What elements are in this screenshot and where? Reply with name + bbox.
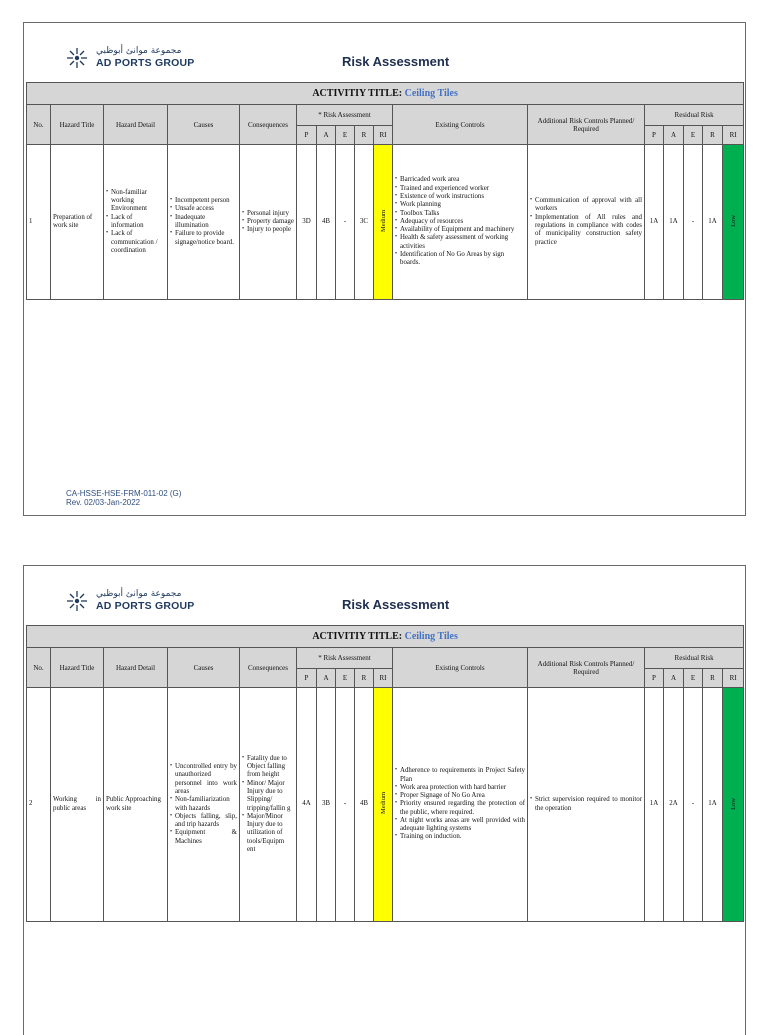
residual-a-cell: 2A: [664, 688, 684, 922]
causes-cell: [168, 145, 240, 300]
residual-r-cell: 1A: [703, 145, 723, 300]
header-e: E: [336, 126, 355, 145]
header-ri: RI: [374, 126, 393, 145]
logo-english-text: AD PORTS GROUP: [96, 600, 195, 612]
logo-arabic-text: مجموعة موانئ أبوظبي: [96, 46, 182, 56]
causes-cell: [168, 688, 240, 922]
logo-english-text: AD PORTS GROUP: [96, 57, 195, 69]
list-item: • Non-familiar working Environment: [106, 189, 165, 214]
risk-a-cell: 4B: [317, 145, 336, 300]
header-existing-controls: Existing Controls: [393, 648, 528, 688]
header-residual-p: P: [645, 126, 664, 145]
residual-p-cell: 1A: [645, 145, 664, 300]
ad-ports-logo-icon: [66, 47, 88, 69]
list-item: • Lack of information: [106, 214, 165, 231]
header-residual-e: E: [684, 126, 703, 145]
row-number: 2: [27, 688, 51, 922]
list-item: • Major/Minor Injury due to utilization of tools/Equipm ent: [242, 813, 294, 854]
list-item: • Trained and experienced worker: [395, 185, 525, 193]
list-item: • Barricaded work area: [395, 176, 525, 184]
list-item: • Communication of approval with all workers: [530, 197, 642, 214]
risk-rating-label: Medium: [379, 209, 387, 233]
activity-title-label: ACTIVITIY TITLE:: [312, 88, 403, 99]
header-hazard-detail: Hazard Detail: [104, 648, 168, 688]
list-item: • Toolbox Talks: [395, 210, 525, 218]
list-item: • Inadequate illumination: [170, 214, 237, 231]
header-risk-assessment: * Risk Assessment: [297, 648, 393, 669]
document-title: Risk Assessment: [342, 54, 450, 69]
form-page-1: [23, 22, 746, 516]
header-existing-controls: Existing Controls: [393, 105, 528, 145]
risk-e-cell: -: [336, 145, 355, 300]
activity-title-value: Ceiling Tiles: [404, 88, 458, 99]
header-p: P: [297, 126, 317, 145]
document-title: Risk Assessment: [342, 597, 450, 612]
header-row-1: [27, 648, 744, 669]
list-item: • Equipment & Machines: [170, 829, 237, 846]
table-row: [27, 688, 744, 922]
additional-controls-cell: [528, 688, 645, 922]
risk-r-cell: 4B: [355, 688, 374, 922]
activity-title-row: [27, 626, 744, 648]
risk-rating-medium-cell: [374, 688, 393, 922]
list-item: • Training on induction.: [395, 833, 525, 841]
header-additional-controls: Additional Risk Controls Planned/ Required: [528, 648, 645, 688]
risk-p-cell: 3D: [297, 145, 317, 300]
list-item: • Fatality due to Object falling from height: [242, 755, 294, 780]
header-consequences: Consequences: [240, 105, 297, 145]
header-hazard-title: Hazard Title: [51, 105, 104, 145]
header-p: P: [297, 669, 317, 688]
additional-controls-cell: [528, 145, 645, 300]
logo-arabic-text: مجموعة موانئ أبوظبي: [96, 589, 182, 599]
header-causes: Causes: [168, 105, 240, 145]
list-item: • Property damage: [242, 218, 294, 226]
residual-e-cell: -: [684, 688, 703, 922]
risk-assessment-table: [26, 625, 744, 922]
header-a: A: [317, 126, 336, 145]
risk-r-cell: 3C: [355, 145, 374, 300]
row-number: 1: [27, 145, 51, 300]
residual-p-cell: 1A: [645, 688, 664, 922]
header-residual-risk: Residual Risk: [645, 648, 744, 669]
list-item: • Uncontrolled entry by unauthorized personnel into work areas: [170, 763, 237, 796]
header-residual-r: R: [703, 669, 723, 688]
consequences-cell: [240, 688, 297, 922]
activity-title-label: ACTIVITIY TITLE:: [312, 631, 403, 642]
header-r: R: [355, 126, 374, 145]
list-item: • Unsafe access: [170, 205, 237, 213]
list-item: • Work planning: [395, 201, 525, 209]
list-item: • Work area protection with hard barrier: [395, 784, 525, 792]
header-residual-ri: RI: [723, 669, 744, 688]
header-hazard-detail: Hazard Detail: [104, 105, 168, 145]
table-row: [27, 145, 744, 300]
header-e: E: [336, 669, 355, 688]
list-item: • Health & safety assessment of working activities: [395, 234, 525, 251]
header-residual-a: A: [664, 126, 684, 145]
header-residual-risk: Residual Risk: [645, 105, 744, 126]
list-item: • Strict supervision required to monitor the operation: [530, 796, 642, 813]
list-item: • Personal injury: [242, 210, 294, 218]
list-item: • Implementation of All rules and regulations in compliance with codes of municipality construction safety practice: [530, 214, 642, 247]
form-page-2: [23, 565, 746, 1035]
existing-controls-cell: [393, 145, 528, 300]
hazard-detail-cell: Public Approaching work site: [104, 688, 168, 922]
header-ri: RI: [374, 669, 393, 688]
risk-e-cell: -: [336, 688, 355, 922]
header-no: No.: [27, 105, 51, 145]
risk-assessment-table: [26, 82, 744, 300]
form-code: CA-HSSE-HSE-FRM-011-02 (G): [66, 489, 182, 498]
list-item: • Lack of communication / coordination: [106, 230, 165, 255]
hazard-detail-cell: [104, 145, 168, 300]
list-item: • Adherence to requirements in Project Safety Plan: [395, 767, 525, 784]
risk-rating-medium-cell: [374, 145, 393, 300]
header-r: R: [355, 669, 374, 688]
residual-rating-low-cell: [723, 145, 744, 300]
list-item: • Adequacy of resources: [395, 218, 525, 226]
residual-rating-label: Low: [729, 797, 737, 810]
list-item: • Proper Signage of No Go Area: [395, 792, 525, 800]
header-row-1: [27, 105, 744, 126]
hazard-title-cell: Preparation of work site: [51, 145, 104, 300]
list-item: • Failure to provide signage/notice board.: [170, 230, 237, 247]
header-residual-ri: RI: [723, 126, 744, 145]
header-a: A: [317, 669, 336, 688]
activity-title-row: [27, 83, 744, 105]
list-item: • Priority ensured regarding the protection of the public, where required.: [395, 800, 525, 817]
list-item: • Incompetent person: [170, 197, 237, 205]
form-revision: Rev. 02/03-Jan-2022: [66, 498, 141, 508]
residual-r-cell: 1A: [703, 688, 723, 922]
header-residual-e: E: [684, 669, 703, 688]
ad-ports-logo-icon: [66, 590, 88, 612]
header-risk-assessment: * Risk Assessment: [297, 105, 393, 126]
hazard-title-cell: Working in public areas: [51, 688, 104, 922]
list-item: • Availability of Equipment and machinery: [395, 226, 525, 234]
form-footer: [66, 489, 181, 507]
header-no: No.: [27, 648, 51, 688]
header-residual-p: P: [645, 669, 664, 688]
list-item: • Objects falling, slip, and trip hazards: [170, 813, 237, 830]
header-causes: Causes: [168, 648, 240, 688]
list-item: • Injury to people: [242, 226, 294, 234]
list-item: • At night works areas are well provided with adequate lighting systems: [395, 817, 525, 834]
risk-rating-label: Medium: [379, 792, 387, 815]
list-item: • Identification of No Go Areas by sign boards.: [395, 251, 525, 268]
risk-p-cell: 4A: [297, 688, 317, 922]
list-item: • Minor/ Major Injury due to Slipping/ tripping/fallin g: [242, 780, 294, 813]
residual-e-cell: -: [684, 145, 703, 300]
residual-a-cell: 1A: [664, 145, 684, 300]
header-residual-a: A: [664, 669, 684, 688]
header-hazard-title: Hazard Title: [51, 648, 104, 688]
header-additional-controls: Additional Risk Controls Planned/ Required: [528, 105, 645, 145]
list-item: • Non-familiarization with hazards: [170, 796, 237, 813]
header-consequences: Consequences: [240, 648, 297, 688]
list-item: • Existence of work instructions: [395, 193, 525, 201]
risk-a-cell: 3B: [317, 688, 336, 922]
header-residual-r: R: [703, 126, 723, 145]
existing-controls-cell: [393, 688, 528, 922]
activity-title-value: Ceiling Tiles: [404, 631, 458, 642]
residual-rating-label: Low: [729, 215, 737, 227]
consequences-cell: [240, 145, 297, 300]
residual-rating-low-cell: [723, 688, 744, 922]
